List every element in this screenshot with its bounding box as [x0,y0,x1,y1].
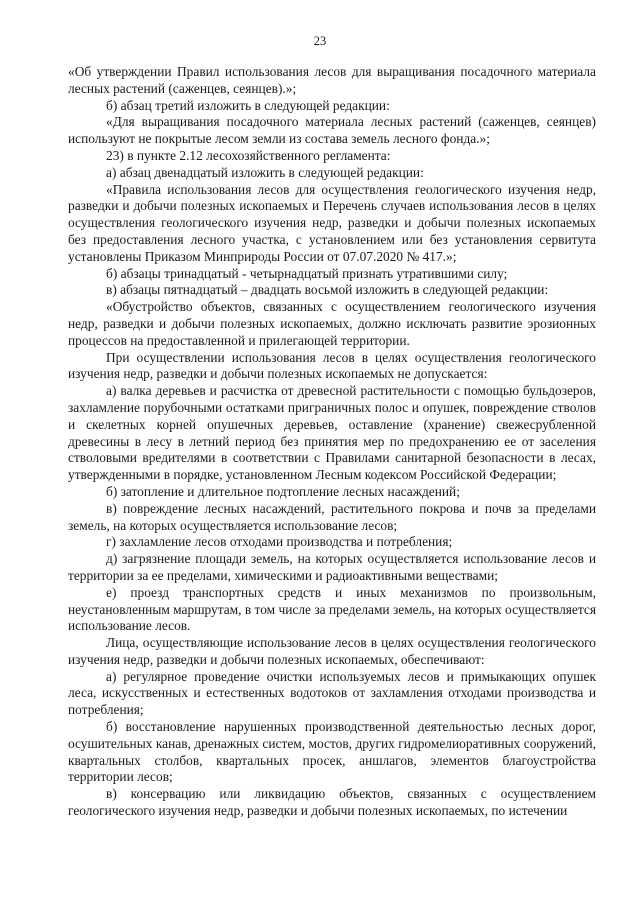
paragraph-prohibited-d: д) загрязнение площади земель, на которых осуществляется использование лесов и территории за ее пределами, химическими и радиоактивными веществами; [68,551,596,583]
paragraph-erosion: «Обустройство объектов, связанных с осуществлением геологического изучения недр, разведки и добычи полезных ископаемых, должно исключать развитие эрозионных процессов на предоставленной и прилегающей территории. [68,299,596,348]
paragraph-prohibited-v: в) повреждение лесных насаждений, растительного покрова и почв за пределами земель, на которых осуществляется использование лесов; [68,500,596,533]
paragraph-quote-title-ending: «Об утверждении Правил использования лесов для выращивания посадочного материала лесных растений (саженцев, сеянцев).»; [68,64,596,96]
paragraph-item-23: 23) в пункте 2.12 лесохозяйственного регламента: [106,147,391,163]
paragraph-rules-quote: «Правила использования лесов для осуществления геологического изучения недр, разведки и добычи полезных ископаемых и Перечень случаев использования лесов в целях осуществления геологического изучения недр, разведки и добычи полезных ископаемых без предоставления лесного участка, с установлением или без установления сервитута установлены Приказом Минприроды России от 07.07.2020 № 417.»; [68,181,596,264]
paragraph-item-b-third: б) абзац третий изложить в следующей редакции: [106,97,390,113]
paragraph-prohibited-g: г) захламление лесов отходами производства и потребления; [106,534,453,550]
paragraph-obligation-a: а) регулярное проведение очистки используемых лесов и примыкающих опушек леса, искусственных и естественных водотоков от захламления отходами производства и потребления; [68,668,596,718]
paragraph-prohibited-intro: При осуществлении использования лесов в целях осуществления геологического изучения недр, разведки и добычи полезных ископаемых не допускается: [68,349,596,382]
paragraph-item-b-void: б) абзацы тринадцатый - четырнадцатый признать утратившими силу; [106,265,508,281]
paragraph-seedlings-quote: «Для выращивания посадочного материала лесных растений (саженцев, сеянцев) используют не покрытые лесом земли из состава земель лесного фонда.»; [68,114,596,147]
page-number: 23 [313,34,327,48]
paragraph-obligation-b: б) восстановление нарушенных производственной деятельностью лесных дорог, осушительных канав, дренажных систем, мостов, других гидромелиоративных сооружений, квартальных столбов, квартальных просек, аншлагов, элементов благоустройства территории лесов; [68,719,596,785]
paragraph-prohibited-a: а) валка деревьев и расчистка от древесной растительности с помощью бульдозеров, захламление порубочными остатками приграничных полос и опушек, повреждение стволов и скелетных корней опушечных деревьев, оставление (хранение) свежесрубленной древесины в лесу в летний период без принятия мер по предохранению ее от заселения стволовыми вредителями в соответствии с Правилами санитарной безопасности в лесах, утвержденными в порядке, установленном Лесным кодексом Российской Федерации; [68,383,596,483]
document-body [68,64,596,820]
paragraph-obligation-v: в) консервацию или ликвидацию объектов, связанных с осуществлением геологического изучения недр, разведки и добычи полезных ископаемых, по истечении [68,786,596,819]
paragraph-prohibited-b: б) затопление и длительное подтопление лесных насаждений; [106,483,460,499]
paragraph-item-v-new-edition: в) абзацы пятнадцатый – двадцать восьмой изложить в следующей редакции: [106,282,549,298]
paragraph-obligations-intro: Лица, осуществляющие использование лесов в целях осуществления геологического изучения недр, разведки и добычи полезных ископаемых, обеспечивают: [68,635,596,667]
paragraph-prohibited-e: е) проезд транспортных средств и иных механизмов по произвольным, неустановленным маршрутам, в том числе за пределами земель, на которых осуществляется использование лесов. [68,584,596,634]
paragraph-item-a-twelfth: а) абзац двенадцатый изложить в следующей редакции: [106,164,424,180]
